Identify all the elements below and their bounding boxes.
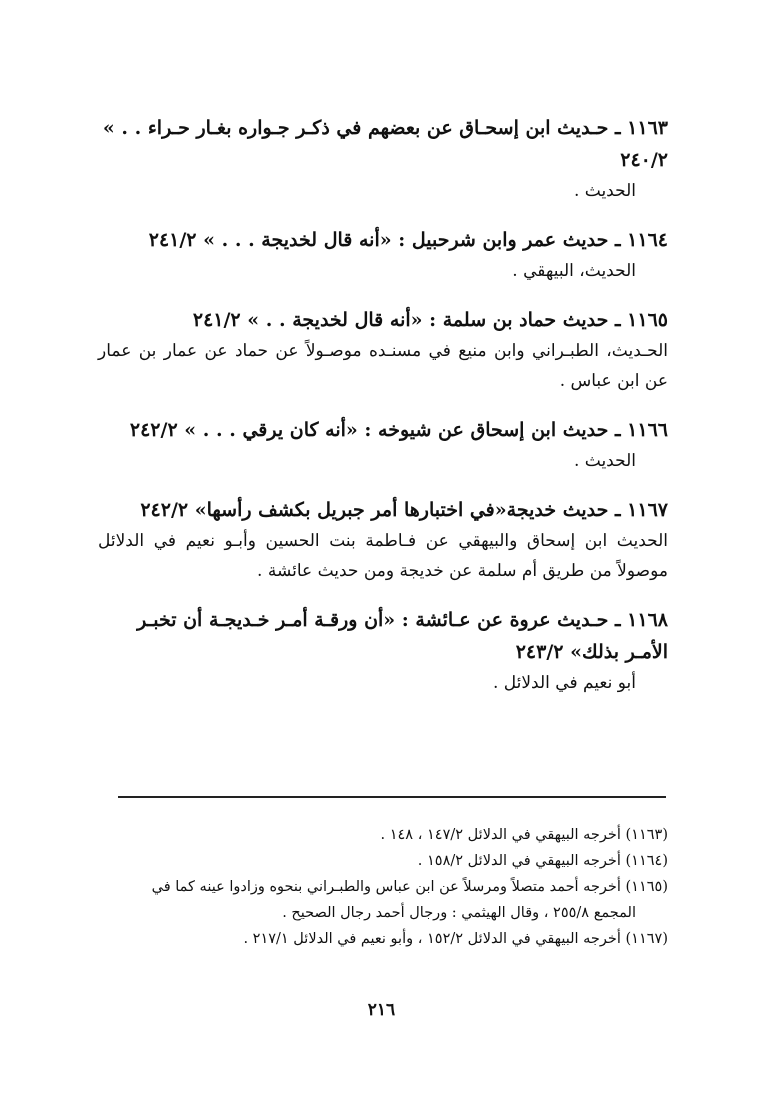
entry-1164 bbox=[98, 224, 668, 286]
entry-heading: ١١٦٧ ـ حديث خديجة«في اختبارها أمر جبريل بكشف رأسها» ٢٤٢/٢ bbox=[140, 499, 668, 521]
footnote-1165: (١١٦٥) أخرجه أحمد متصلاً ومرسلاً عن ابن عباس والطبـراني بنحوه وزادوا عينه كما في bbox=[151, 879, 668, 895]
entry-1168 bbox=[98, 604, 668, 698]
entry-heading: ١١٦٨ ـ حـديث عروة عن عـائشة : «أن ورقـة أمـر خـديجـة أن تخبـر الأمـر بذلك» ٢٤٣/٢ bbox=[137, 609, 668, 663]
footnote-separator bbox=[118, 796, 666, 798]
hadith-entries bbox=[98, 112, 668, 716]
entry-heading: ١١٦٦ ـ حديث ابن إسحاق عن شيوخه : «أنه كان يرقي . . . » ٢٤٢/٢ bbox=[129, 419, 668, 441]
entry-1166 bbox=[98, 414, 668, 476]
entry-1167 bbox=[98, 494, 668, 586]
footnote-1167: (١١٦٧) أخرجه البيهقي في الدلائل ١٥٢/٢ ، وأبو نعيم في الدلائل ٢١٧/١ . bbox=[243, 931, 668, 947]
entry-1165 bbox=[98, 304, 668, 396]
entry-body: الحديث ابن إسحاق والبيهقي عن فـاطمة بنت الحسين وأبـو نعيم في الدلائل موصولاً من طريق أم سلمة عن خديجة ومن حديث عائشة . bbox=[98, 531, 668, 581]
footnote-1163: (١١٦٣) أخرجه البيهقي في الدلائل ١٤٧/٢ ، ١٤٨ . bbox=[380, 827, 668, 843]
entry-heading: ١١٦٣ ـ حـديث ابن إسحـاق عن بعضهم في ذكـر جـواره بغـار حـراء . . » ٢٤٠/٢ bbox=[102, 117, 668, 171]
footnotes bbox=[83, 823, 668, 953]
entry-heading: ١١٦٥ ـ حديث حماد بن سلمة : «أنه قال لخديجة . . » ٢٤١/٢ bbox=[192, 309, 668, 331]
entry-body: الحديث . bbox=[573, 181, 636, 201]
entry-1163 bbox=[98, 112, 668, 206]
entry-body: الحديث . bbox=[573, 451, 636, 471]
footnote-1165-continuation: المجمع ٢٥٥/٨ ، وقال الهيثمي : ورجال أحمد رجال الصحيح . bbox=[282, 905, 636, 921]
page-number: ٢١٦ bbox=[367, 1000, 396, 1020]
entry-body: الحـديث، الطبـراني وابن منيع في مسنـده موصـولاً عن حماد عن عمار بن عمار عن ابن عباس . bbox=[98, 341, 668, 391]
entry-heading: ١١٦٤ ـ حديث عمر وابن شرحبيل : «أنه قال لخديجة . . . » ٢٤١/٢ bbox=[148, 229, 668, 251]
footnote-1164: (١١٦٤) أخرجه البيهقي في الدلائل ١٥٨/٢ . bbox=[417, 853, 668, 869]
entry-body: أبو نعيم في الدلائل . bbox=[492, 673, 636, 693]
entry-body: الحديث، البيهقي . bbox=[512, 261, 636, 281]
